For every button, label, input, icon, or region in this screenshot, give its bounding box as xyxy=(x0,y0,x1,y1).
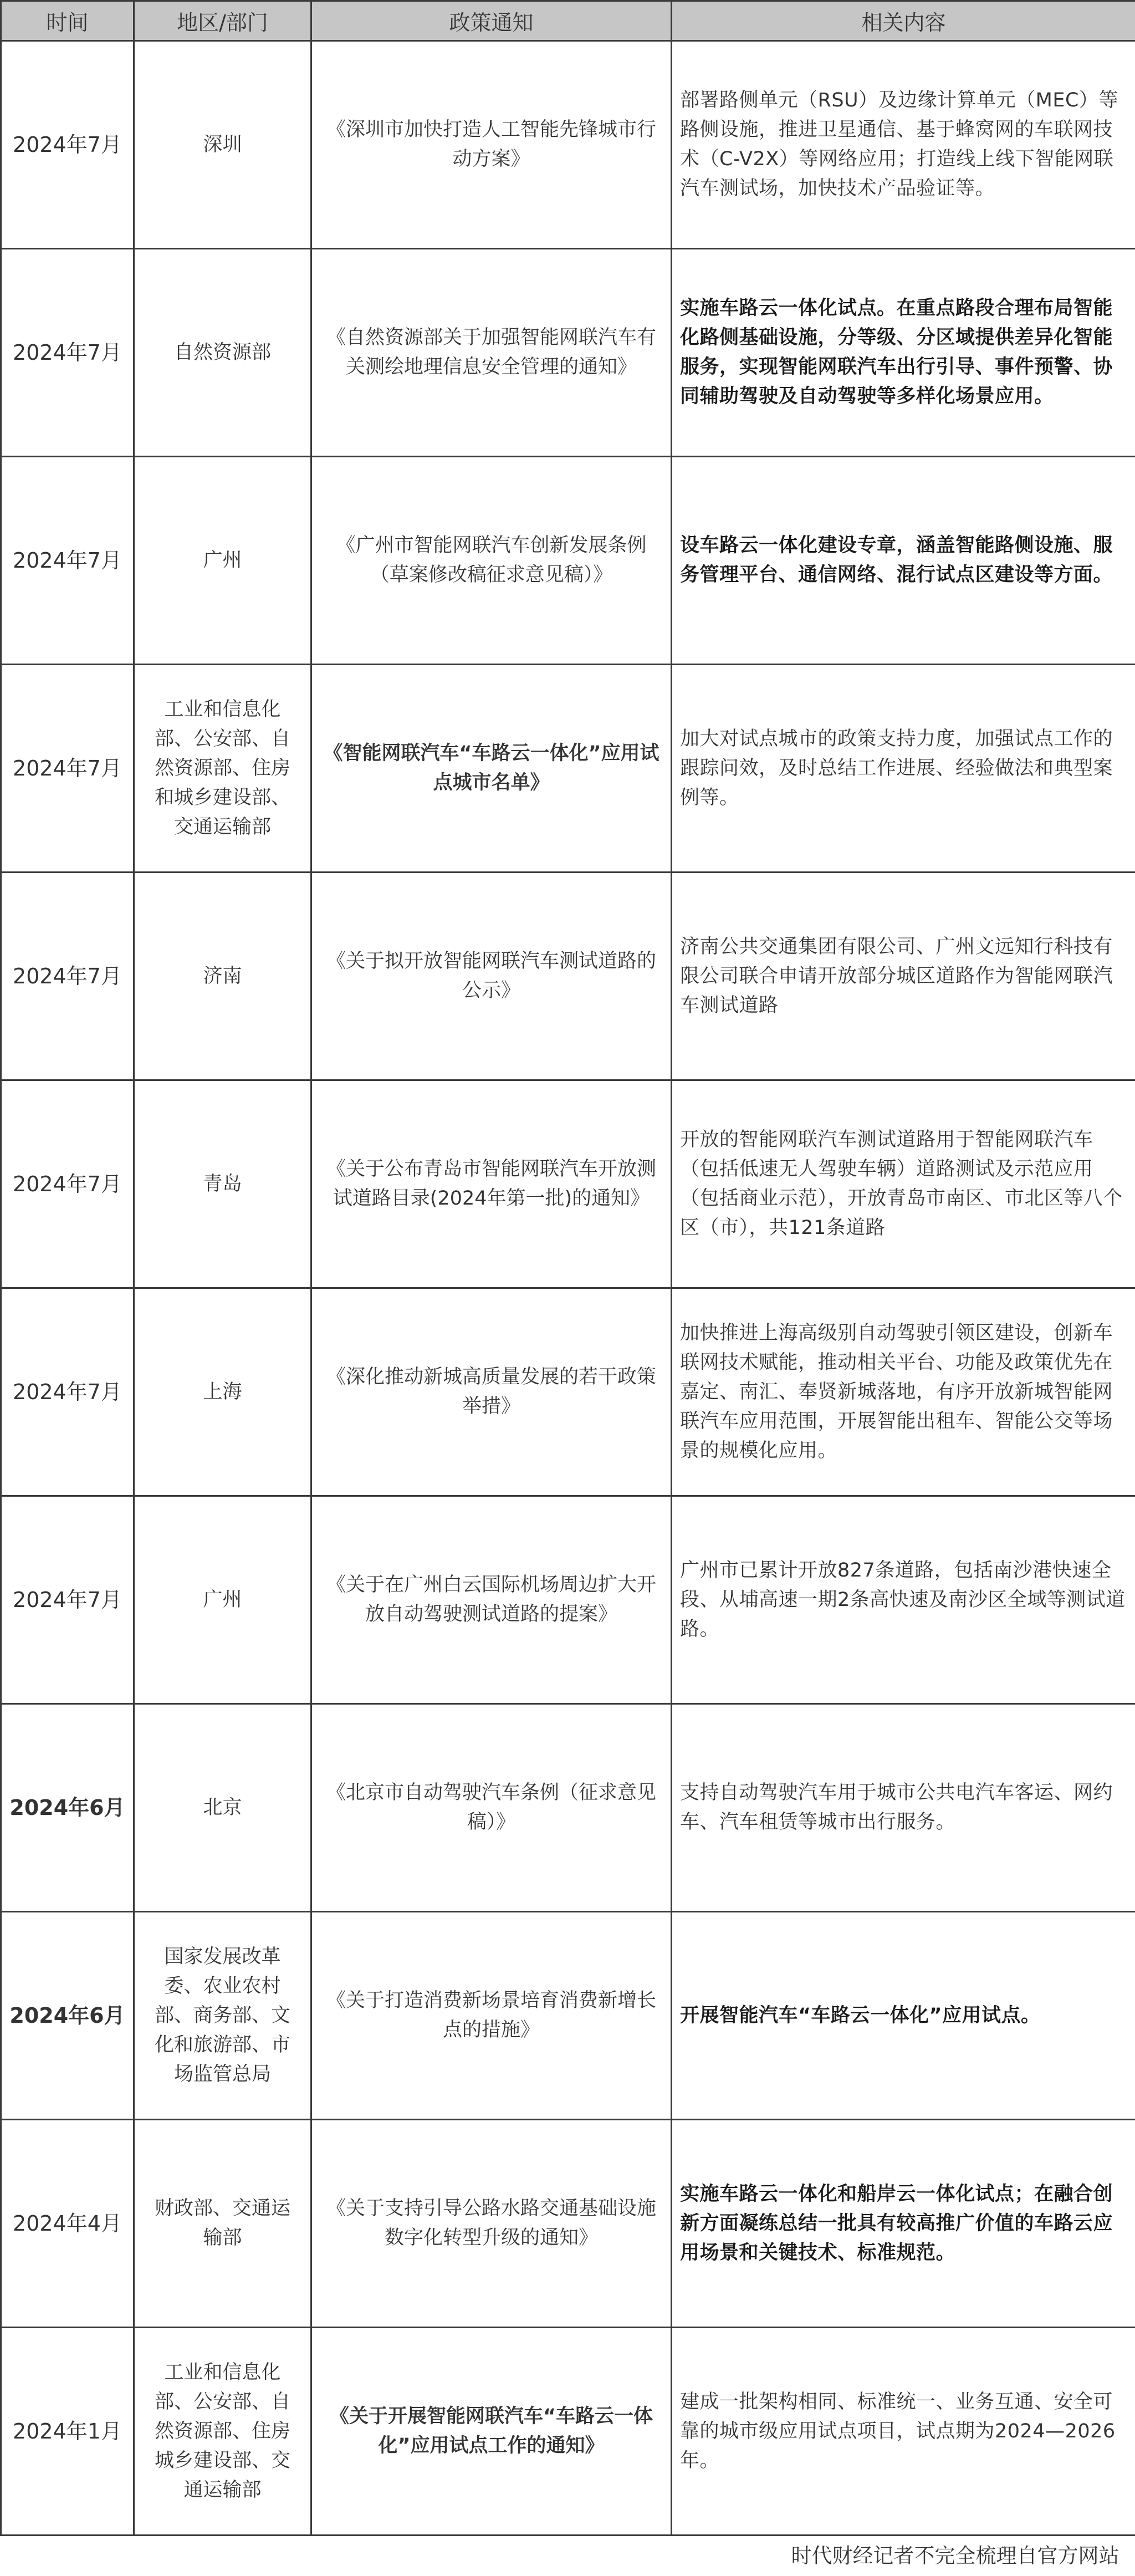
footer-row xyxy=(1,2536,1135,2576)
time-cell: 2024年7月 xyxy=(1,1080,134,1288)
policy-cell: 《智能网联汽车“车路云一体化”应用试点城市名单》 xyxy=(311,665,672,873)
table-row xyxy=(1,1496,1135,1704)
policy-cell: 《关于支持引导公路水路交通基础设施数字化转型升级的通知》 xyxy=(311,2120,672,2328)
time-cell: 2024年7月 xyxy=(1,1288,134,1496)
region-cell: 自然资源部 xyxy=(134,249,311,457)
policy-cell: 《自然资源部关于加强智能网联汽车有关测绘地理信息安全管理的通知》 xyxy=(311,249,672,457)
time-cell: 2024年7月 xyxy=(1,249,134,457)
policy-cell: 《关于拟开放智能网联汽车测试道路的公示》 xyxy=(311,873,672,1080)
table-row xyxy=(1,41,1135,249)
time-cell: 2024年6月 xyxy=(1,1912,134,2120)
policy-cell: 《关于开展智能网联汽车“车路云一体化”应用试点工作的通知》 xyxy=(311,2328,672,2536)
time-cell: 2024年7月 xyxy=(1,1496,134,1704)
region-cell: 广州 xyxy=(134,457,311,665)
table-row xyxy=(1,457,1135,665)
time-cell: 2024年7月 xyxy=(1,41,134,249)
content-cell: 加快推进上海高级别自动驾驶引领区建设，创新车联网技术赋能，推动相关平台、功能及政策优先在嘉定、南汇、奉贤新城落地，有序开放新城智能网联汽车应用范围，开展智能出租车、智能公交等场景的规模化应用。 xyxy=(672,1288,1135,1496)
policy-cell: 《关于在广州白云国际机场周边扩大开放自动驾驶测试道路的提案》 xyxy=(311,1496,672,1704)
time-cell: 2024年1月 xyxy=(1,2328,134,2536)
region-cell: 工业和信息化部、公安部、自然资源部、住房和城乡建设部、交通运输部 xyxy=(134,665,311,873)
region-cell: 工业和信息化部、公安部、自然资源部、住房城乡建设部、交通运输部 xyxy=(134,2328,311,2536)
region-cell: 青岛 xyxy=(134,1080,311,1288)
table-row xyxy=(1,873,1135,1080)
policy-cell: 《广州市智能网联汽车创新发展条例（草案修改稿征求意见稿）》 xyxy=(311,457,672,665)
content-cell: 建成一批架构相同、标准统一、业务互通、安全可靠的城市级应用试点项目，试点期为2024—2026年。 xyxy=(672,2328,1135,2536)
time-cell: 2024年7月 xyxy=(1,873,134,1080)
content-cell: 开展智能汽车“车路云一体化”应用试点。 xyxy=(672,1912,1135,2120)
policy-cell: 《北京市自动驾驶汽车条例（征求意见稿）》 xyxy=(311,1704,672,1912)
table-row xyxy=(1,249,1135,457)
region-cell: 北京 xyxy=(134,1704,311,1912)
content-cell: 实施车路云一体化和船岸云一体化试点；在融合创新方面凝练总结一批具有较高推广价值的车路云应用场景和关键技术、标准规范。 xyxy=(672,2120,1135,2328)
table-row xyxy=(1,1704,1135,1912)
content-cell: 开放的智能网联汽车测试道路用于智能网联汽车（包括低速无人驾驶车辆）道路测试及示范应用（包括商业示范），开放青岛市南区、市北区等八个区（市），共121条道路 xyxy=(672,1080,1135,1288)
table-row xyxy=(1,1080,1135,1288)
time-cell: 2024年4月 xyxy=(1,2120,134,2328)
region-cell: 国家发展改革委、农业农村部、商务部、文化和旅游部、市场监管总局 xyxy=(134,1912,311,2120)
policy-cell: 《关于打造消费新场景培育消费新增长点的措施》 xyxy=(311,1912,672,2120)
table-row xyxy=(1,2120,1135,2328)
content-cell: 支持自动驾驶汽车用于城市公共电汽车客运、网约车、汽车租赁等城市出行服务。 xyxy=(672,1704,1135,1912)
time-cell: 2024年7月 xyxy=(1,665,134,873)
policy-cell: 《深圳市加快打造人工智能先锋城市行动方案》 xyxy=(311,41,672,249)
policy-cell: 《深化推动新城高质量发展的若干政策举措》 xyxy=(311,1288,672,1496)
header-time: 时间 xyxy=(1,1,134,41)
region-cell: 济南 xyxy=(134,873,311,1080)
table-header-row xyxy=(1,1,1135,41)
content-cell: 实施车路云一体化试点。在重点路段合理布局智能化路侧基础设施，分等级、分区域提供差异化智能服务，实现智能网联汽车出行引导、事件预警、协同辅助驾驶及自动驾驶等多样化场景应用。 xyxy=(672,249,1135,457)
content-cell: 济南公共交通集团有限公司、广州文远知行科技有限公司联合申请开放部分城区道路作为智能网联汽车测试道路 xyxy=(672,873,1135,1080)
region-cell: 财政部、交通运输部 xyxy=(134,2120,311,2328)
region-cell: 广州 xyxy=(134,1496,311,1704)
time-cell: 2024年6月 xyxy=(1,1704,134,1912)
content-cell: 设车路云一体化建设专章，涵盖智能路侧设施、服务管理平台、通信网络、混行试点区建设等方面。 xyxy=(672,457,1135,665)
header-policy: 政策通知 xyxy=(311,1,672,41)
table-row xyxy=(1,665,1135,873)
region-cell: 上海 xyxy=(134,1288,311,1496)
content-cell: 加大对试点城市的政策支持力度，加强试点工作的跟踪问效，及时总结工作进展、经验做法和典型案例等。 xyxy=(672,665,1135,873)
table-row xyxy=(1,1912,1135,2120)
content-cell: 广州市已累计开放827条道路，包括南沙港快速全段、从埔高速一期2条高快速及南沙区全域等测试道路。 xyxy=(672,1496,1135,1704)
time-cell: 2024年7月 xyxy=(1,457,134,665)
region-cell: 深圳 xyxy=(134,41,311,249)
table-row xyxy=(1,2328,1135,2536)
content-cell: 部署路侧单元（RSU）及边缘计算单元（MEC）等路侧设施，推进卫星通信、基于蜂窝网的车联网技术（C-V2X）等网络应用；打造线上线下智能网联汽车测试场，加快技术产品验证等。 xyxy=(672,41,1135,249)
header-content: 相关内容 xyxy=(672,1,1135,41)
table-row xyxy=(1,1288,1135,1496)
policy-cell: 《关于公布青岛市智能网联汽车开放测试道路目录(2024年第一批)的通知》 xyxy=(311,1080,672,1288)
source-note: 时代财经记者不完全梳理自官方网站 xyxy=(1,2536,1135,2576)
header-region: 地区/部门 xyxy=(134,1,311,41)
